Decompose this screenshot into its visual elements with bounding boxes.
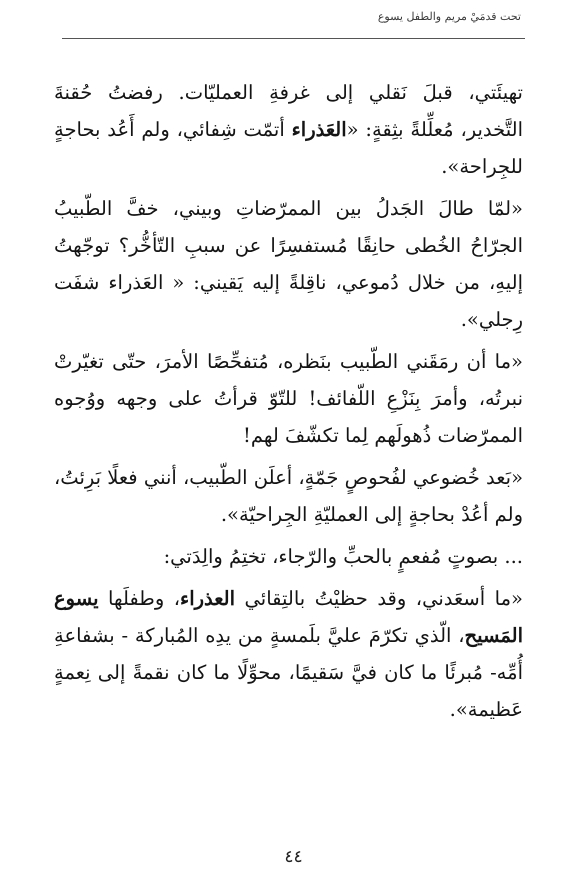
paragraph	[54, 343, 523, 454]
paragraph	[54, 538, 523, 575]
paragraph	[54, 459, 523, 533]
text-segment: «لمّا طالَ الجَدلُ بين الممرّضاتِ وبيني، خفَّ الطّبيبُ الجرّاحُ الخُطى حانِقًا مُستفسِرًا عن سببِ التّأخُّر؟ توجّهتُ إليهِ، من خلال دُموعي، ناقِلةً إليه يَقيني: « العَذراء شفَت رِجلي».	[54, 197, 523, 331]
text-segment: ، الّذي تكرّمَ عليَّ بلَمسةٍ من يدِه المُباركة - بشفاعةِ أُمِّه- مُبرئًا ما كان فيَّ سَقيمًا، محوِّلًا ما كان نقمةً إلى نِعمةٍ عَظيمة».	[54, 624, 523, 721]
text-segment: ... بصوتٍ مُفعمٍ بالحبِّ والرّجاء، تختِمُ والِدَتي:	[163, 545, 523, 568]
header-rule	[62, 38, 525, 39]
paragraph	[54, 580, 523, 728]
running-header: تحت قدمَيْ مريم والطفل يسوع	[377, 10, 521, 23]
bold-text-segment: العَذراء	[291, 118, 347, 141]
paragraph	[54, 74, 523, 185]
bold-text-segment: العذراء	[180, 587, 236, 610]
text-segment: أتمّت شِفائي، ولم أَعُد بحاجةٍ للجِراحة».	[54, 118, 523, 178]
body-text	[54, 74, 523, 733]
paragraph	[54, 190, 523, 338]
text-segment: ، وطفلَها	[98, 587, 181, 610]
page-number: ٤٤	[284, 847, 303, 867]
bold-text-segment: يسوع المَسيح	[54, 587, 523, 647]
text-segment: «ما أن رمَقَني الطّبيب بنَظره، مُتفحِّصًا الأمرَ، حتّى تغيّرتْ نبرتُه، وأمرَ بِنَزْعِ اللّفائف! للتّوّ قرأتُ على وجهه ووُجوه الممرّضات ذُهولَهم لِما تكشّفَ لهم!	[54, 350, 523, 447]
text-segment: «ما أسعَدني، وقد حظيْتُ بالتِقائي	[235, 587, 523, 610]
text-segment: تهيئَتي، قبلَ نَقلي إلى غرفةِ العمليّات. رفضتُ حُقنةَ التَّخدير، مُعلِّلةً بثِقةٍ: «	[54, 81, 523, 141]
text-segment: «بَعد خُضوعي لفُحوصٍ جَمّةٍ، أعلَن الطّبيب، أنني فعلًا بَرِئتُ، ولم أعُدْ بحاجةٍ إلى العمليّةِ الجِراحيّة».	[54, 466, 523, 526]
